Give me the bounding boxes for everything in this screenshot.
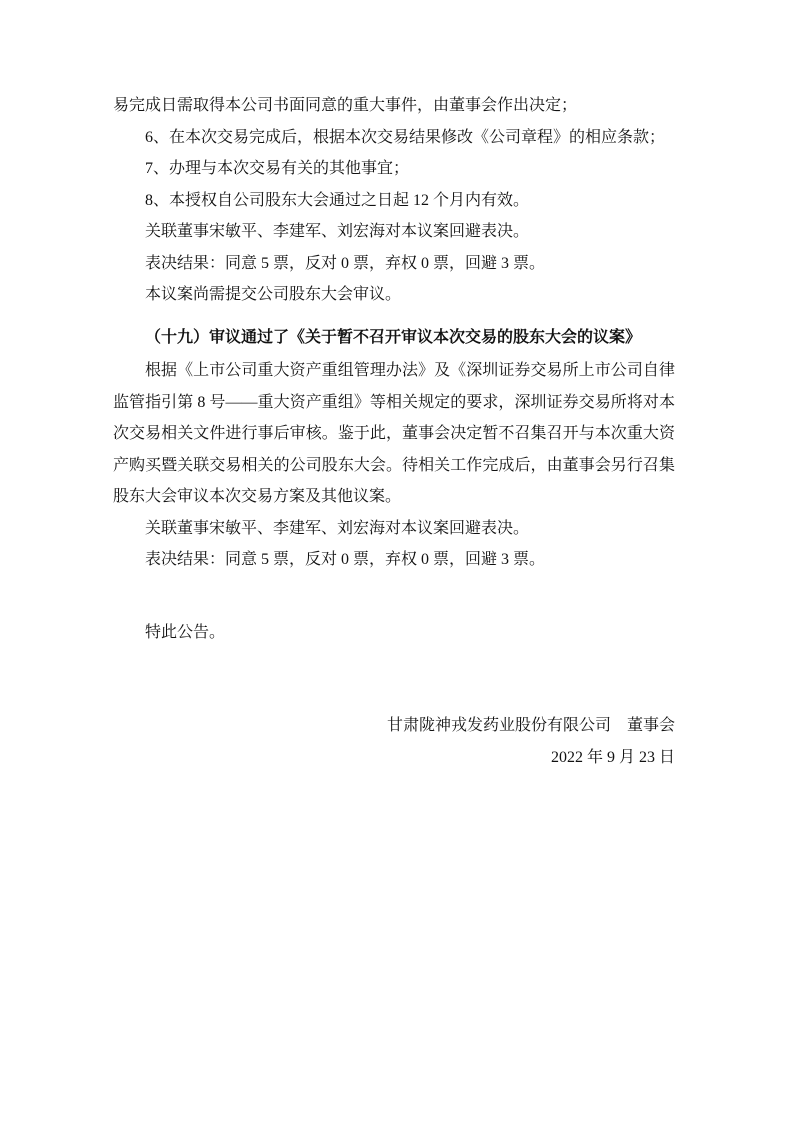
announcement-notice: 特此公告。	[145, 623, 226, 641]
body-paragraph-continuation: 易完成日需取得本公司书面同意的重大事件，由董事会作出决定；	[113, 97, 578, 114]
announcement-date: 2022 年 9 月 23 日	[550, 748, 675, 766]
company-signature: 甘肃陇神戎发药业股份有限公司 董事会	[386, 717, 675, 734]
body-paragraph-item-6: 6、在本次交易完成后，根据本次交易结果修改《公司章程》的相应条款；	[145, 128, 666, 146]
body-paragraph-submit-to-meeting: 本议案尚需提交公司股东大会审议。	[145, 286, 402, 303]
section-19-heading: （十九）审议通过了《关于暂不召开审议本次交易的股东大会的议案》	[145, 328, 642, 346]
body-paragraph-item-8: 8、本授权自公司股东大会通过之日起 12 个月内有效。	[145, 191, 530, 209]
body-paragraph-recusal: 关联董事宋敏平、李建军、刘宏海对本议案回避表决。	[145, 223, 530, 240]
document-body	[113, 90, 675, 773]
body-paragraph-item-7: 7、办理与本次交易有关的其他事宜；	[145, 160, 410, 177]
body-paragraph-vote-result: 表决结果：同意 5 票，反对 0 票，弃权 0 票，回避 3 票。	[145, 254, 546, 272]
section-paragraph-vote-result: 表决结果：同意 5 票，反对 0 票，弃权 0 票，回避 3 票。	[145, 551, 546, 568]
section-paragraph-basis: 根据《上市公司重大资产重组管理办法》及《深圳证券交易所上市公司自律监管指引第 8 号——重大资产重组》等相关规定的要求，深圳证券交易所将对本次交易相关文件进行事后审核。鉴于此，董事会决定暂不召集召开与本次重大资产购买暨关联交易相关的公司股东大会。待相关工作完成后，由董事会另行召集股东大会审议本次交易方案及其他议案。	[113, 362, 675, 505]
section-paragraph-recusal: 关联董事宋敏平、李建军、刘宏海对本议案回避表决。	[145, 519, 530, 537]
